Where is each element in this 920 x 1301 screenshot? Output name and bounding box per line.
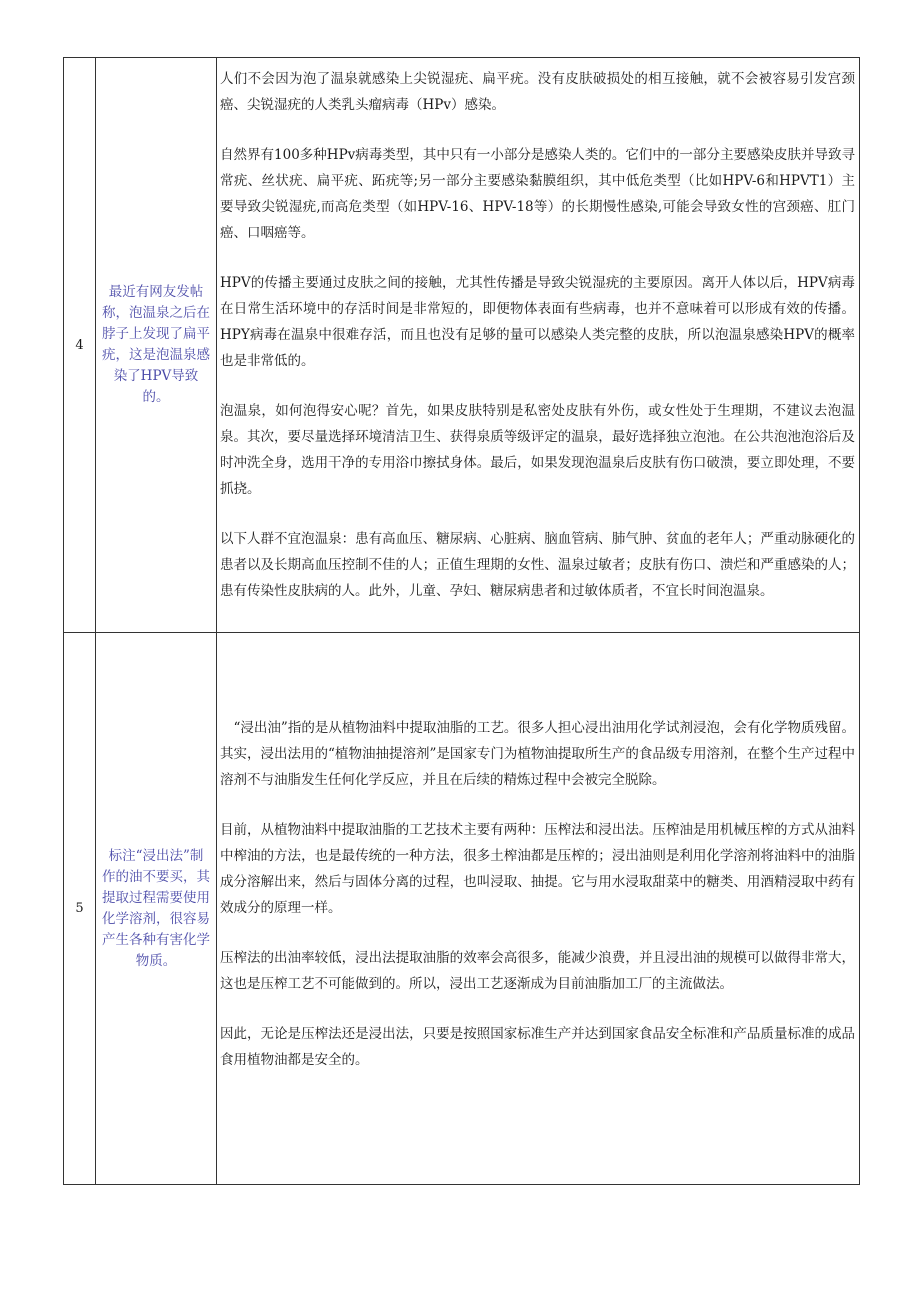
explanation-paragraph: HPV的传播主要通过皮肤之间的接触，尤其性传播是导致尖锐湿疣的主要原因。离开人体以后，HPV病毒在日常生活环境中的存活时间是非常短的，即便物体表面有些病毒，也并不意味着可以形成有效的传播。HPY病毒在温泉中很难存活，而且也没有足够的量可以感染人类完整的皮肤，所以泡温泉感染HPV的概率也是非常低的。 [220,275,855,369]
explanation-paragraph: 人们不会因为泡了温泉就感染上尖锐湿疣、扁平疣。没有皮肤破损处的相互接触，就不会被容易引发宫颈癌、尖锐湿疣的人类乳头瘤病毒（HPv）感染。 [220,71,855,113]
explanation-paragraph: 自然界有100多种HPv病毒类型，其中只有一小部分是感染人类的。它们中的一部分主要感染皮肤并导致寻常疣、丝状疣、扁平疣、跖疣等;另一部分主要感染黏膜组织，其中低危类型（比如HPV-6和HPVT1）主要导致尖锐湿疣,而高危类型（如HPV-16、HPV-18等）的长期慢性感染,可能会导致女性的宫颈癌、肛门癌、口咽癌等。 [220,147,855,241]
explanation-paragraph: 目前，从植物油料中提取油脂的工艺技术主要有两种：压榨法和浸出法。压榨油是用机械压榨的方式从油料中榨油的方法，也是最传统的一种方法，很多土榨油都是压榨的；浸出油则是利用化学溶剂将油料中的油脂成分溶解出来，然后与固体分离的过程，也叫浸取、抽提。它与用水浸取甜菜中的糖类、用酒精浸取中药有效成分的原理一样。 [220,822,855,916]
explanation-cell [217,58,860,633]
explanation-paragraph: 泡温泉，如何泡得安心呢？首先，如果皮肤特别是私密处皮肤有外伤，或女性处于生理期，不建议去泡温泉。其次，要尽量选择环境清洁卫生、获得泉质等级评定的温泉，最好选择独立泡池。在公共泡池泡浴后及时冲洗全身，选用干净的专用浴巾擦拭身体。最后，如果发现泡温泉后皮肤有伤口破溃，要立即处理，不要抓挠。 [220,403,855,497]
row-number: 5 [64,633,96,1185]
fact-check-table [63,57,860,1185]
explanation-paragraph: “浸出油”指的是从植物油料中提取油脂的工艺。很多人担心浸出油用化学试剂浸泡，会有化学物质残留。其实，浸出法用的“植物油抽提溶剂”是国家专门为植物油提取所生产的食品级专用溶剂，在整个生产过程中溶剂不与油脂发生任何化学反应，并且在后续的精炼过程中会被完全脱除。 [220,720,855,788]
rumor-claim-text: 最近有网友发帖称，泡温泉之后在脖子上发现了扁平疣，这是泡温泉感染了HPV导致的。 [102,284,210,405]
row-number: 4 [64,58,96,633]
table-row [64,633,860,1185]
explanation-paragraph: 压榨法的出油率较低，浸出法提取油脂的效率会高很多，能减少浪费，并且浸出油的规模可以做得非常大，这也是压榨工艺不可能做到的。所以，浸出工艺逐渐成为目前油脂加工厂的主流做法。 [220,950,855,992]
table-row [64,58,860,633]
rumor-claim-text: 标注“浸出法”制作的油不要买，其提取过程需要使用化学溶剂，很容易产生各种有害化学物质。 [102,847,210,969]
explanation-paragraph: 以下人群不宜泡温泉：患有高血压、糖尿病、心脏病、脑血管病、肺气肿、贫血的老年人；严重动脉硬化的患者以及长期高血压控制不佳的人；正值生理期的女性、温泉过敏者；皮肤有伤口、溃烂和严重感染的人；患有传染性皮肤病的人。此外，儿童、孕妇、糖尿病患者和过敏体质者，不宜长时间泡温泉。 [220,531,855,599]
rumor-claim [96,633,217,1185]
explanation-cell [217,633,860,1185]
explanation-paragraph: 因此，无论是压榨法还是浸出法，只要是按照国家标准生产并达到国家食品安全标准和产品质量标准的成品食用植物油都是安全的。 [220,1026,855,1068]
rumor-claim [96,58,217,633]
